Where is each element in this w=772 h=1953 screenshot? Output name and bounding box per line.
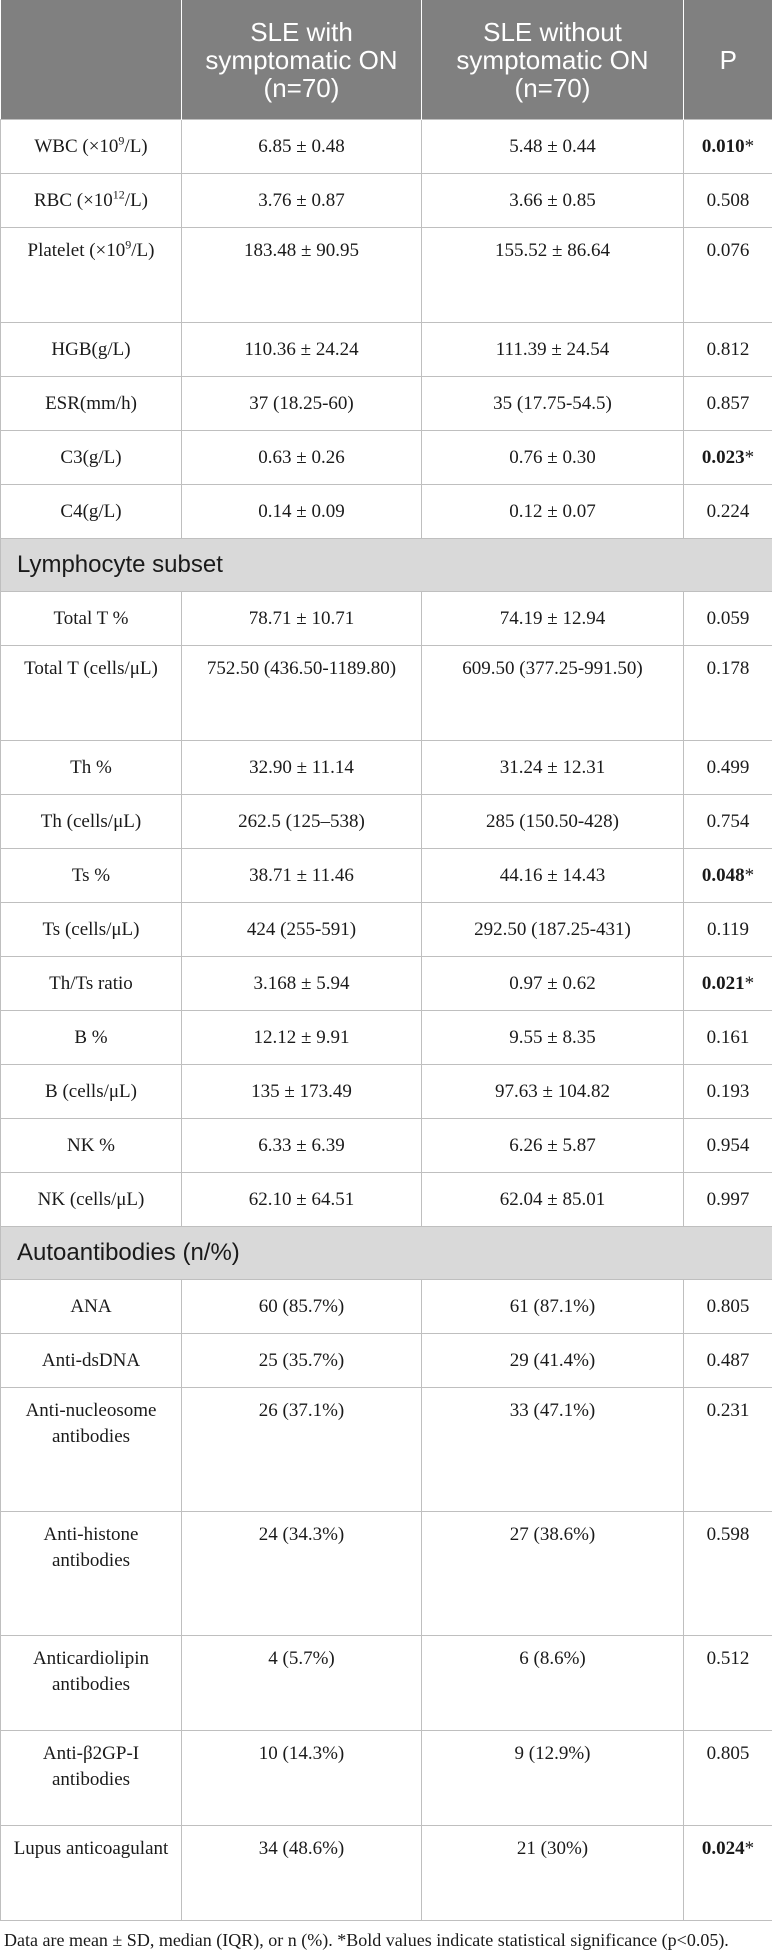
value-without-on: 9 (12.9%): [422, 1731, 684, 1826]
p-value: [684, 1334, 772, 1388]
value-with-on: 10 (14.3%): [182, 1731, 422, 1826]
p-value-number: 0.508: [707, 190, 750, 211]
p-value: [684, 741, 772, 795]
p-value: [684, 903, 772, 957]
value-without-on: 44.16 ± 14.43: [422, 849, 684, 903]
value-with-on: 60 (85.7%): [182, 1280, 422, 1334]
row-label-text: WBC (×10: [34, 136, 118, 157]
section-title: Autoantibodies (n/%): [1, 1227, 772, 1280]
row-label: Total T (cells/μL): [1, 646, 182, 741]
table-row: [1, 1636, 772, 1731]
p-value-number: 0.048: [702, 865, 745, 886]
p-value: [684, 323, 772, 377]
value-without-on: 74.19 ± 12.94: [422, 592, 684, 646]
table-row: [1, 1512, 772, 1636]
value-without-on: 6.26 ± 5.87: [422, 1119, 684, 1173]
value-without-on: 5.48 ± 0.44: [422, 120, 684, 174]
value-without-on: 609.50 (377.25-991.50): [422, 646, 684, 741]
row-label-unit: /L): [124, 136, 147, 157]
row-label: ESR(mm/h): [1, 377, 182, 431]
value-with-on: 34 (48.6%): [182, 1826, 422, 1921]
row-label-unit: /L): [125, 190, 148, 211]
row-label: C3(g/L): [1, 431, 182, 485]
table-row: [1, 1280, 772, 1334]
significance-marker: *: [745, 865, 755, 886]
value-with-on: 6.85 ± 0.48: [182, 120, 422, 174]
table-row: [1, 741, 772, 795]
p-value-number: 0.059: [707, 608, 750, 629]
p-value: [684, 1280, 772, 1334]
value-with-on: 110.36 ± 24.24: [182, 323, 422, 377]
p-value: [684, 646, 772, 741]
header-without-on: SLE without symptomatic ON (n=70): [422, 0, 684, 120]
p-value-number: 0.499: [707, 757, 750, 778]
p-value-number: 0.754: [707, 811, 750, 832]
row-label-text: RBC (×10: [34, 190, 113, 211]
p-value-number: 0.812: [707, 339, 750, 360]
p-value: [684, 1011, 772, 1065]
p-value: [684, 120, 772, 174]
row-label: B %: [1, 1011, 182, 1065]
value-without-on: 6 (8.6%): [422, 1636, 684, 1731]
value-without-on: 111.39 ± 24.54: [422, 323, 684, 377]
p-value-number: 0.119: [707, 919, 749, 940]
value-with-on: 0.63 ± 0.26: [182, 431, 422, 485]
table-row: [1, 1826, 772, 1921]
p-value-number: 0.178: [707, 658, 750, 679]
table-row: [1, 1011, 772, 1065]
row-label: C4(g/L): [1, 485, 182, 539]
value-without-on: 27 (38.6%): [422, 1512, 684, 1636]
row-label: B (cells/μL): [1, 1065, 182, 1119]
value-with-on: 183.48 ± 90.95: [182, 228, 422, 323]
value-without-on: 0.97 ± 0.62: [422, 957, 684, 1011]
value-with-on: 32.90 ± 11.14: [182, 741, 422, 795]
p-value-number: 0.598: [707, 1524, 750, 1545]
value-without-on: 0.76 ± 0.30: [422, 431, 684, 485]
p-value-number: 0.224: [707, 501, 750, 522]
value-with-on: 38.71 ± 11.46: [182, 849, 422, 903]
p-value: [684, 1065, 772, 1119]
value-with-on: 78.71 ± 10.71: [182, 592, 422, 646]
row-label: [1, 228, 182, 323]
value-with-on: 6.33 ± 6.39: [182, 1119, 422, 1173]
p-value-number: 0.231: [707, 1400, 750, 1421]
table-row: [1, 957, 772, 1011]
p-value: [684, 1388, 772, 1512]
p-value-number: 0.193: [707, 1081, 750, 1102]
value-without-on: 285 (150.50-428): [422, 795, 684, 849]
value-without-on: 97.63 ± 104.82: [422, 1065, 684, 1119]
p-value-number: 0.512: [707, 1648, 750, 1669]
table-row: [1, 903, 772, 957]
table-row: [1, 849, 772, 903]
header-with-on: SLE with symptomatic ON (n=70): [182, 0, 422, 120]
value-with-on: 752.50 (436.50-1189.80): [182, 646, 422, 741]
row-label: NK %: [1, 1119, 182, 1173]
value-with-on: 135 ± 173.49: [182, 1065, 422, 1119]
table-row: [1, 1173, 772, 1227]
table-row: [1, 1119, 772, 1173]
p-value: [684, 957, 772, 1011]
p-value: [684, 1512, 772, 1636]
table-row: [1, 592, 772, 646]
row-label-superscript: 12: [113, 187, 125, 201]
value-with-on: 12.12 ± 9.91: [182, 1011, 422, 1065]
value-with-on: 262.5 (125–538): [182, 795, 422, 849]
row-label: Anticardiolipin antibodies: [1, 1636, 182, 1731]
p-value: [684, 1731, 772, 1826]
value-with-on: 424 (255-591): [182, 903, 422, 957]
table-row: [1, 1065, 772, 1119]
footnote: Data are mean ± SD, median (IQR), or n (%). *Bold values indicate statistical significance (p<0.05).: [0, 1921, 772, 1953]
row-label: Anti-histone antibodies: [1, 1512, 182, 1636]
section-row: [1, 1227, 772, 1280]
row-label: Ts (cells/μL): [1, 903, 182, 957]
value-without-on: 155.52 ± 86.64: [422, 228, 684, 323]
p-value-number: 0.021: [702, 973, 745, 994]
value-with-on: 0.14 ± 0.09: [182, 485, 422, 539]
section-title: Lymphocyte subset: [1, 539, 772, 592]
row-label-unit: /L): [131, 240, 154, 261]
header-p-value: P: [684, 0, 772, 120]
significance-marker: *: [745, 447, 755, 468]
row-label-text: Platelet (×10: [28, 240, 126, 261]
table-row: [1, 795, 772, 849]
value-with-on: 26 (37.1%): [182, 1388, 422, 1512]
p-value-number: 0.024: [702, 1838, 745, 1859]
p-value-number: 0.857: [707, 393, 750, 414]
value-without-on: 292.50 (187.25-431): [422, 903, 684, 957]
table-row: [1, 431, 772, 485]
table-row: [1, 377, 772, 431]
row-label-superscript: 9: [125, 238, 131, 252]
value-without-on: 35 (17.75-54.5): [422, 377, 684, 431]
p-value-number: 0.076: [707, 240, 750, 261]
p-value: [684, 592, 772, 646]
p-value: [684, 849, 772, 903]
p-value-number: 0.805: [707, 1296, 750, 1317]
value-without-on: 9.55 ± 8.35: [422, 1011, 684, 1065]
table-row: [1, 1731, 772, 1826]
table-row: [1, 323, 772, 377]
p-value-number: 0.023: [702, 447, 745, 468]
row-label: [1, 120, 182, 174]
value-without-on: 31.24 ± 12.31: [422, 741, 684, 795]
p-value: [684, 174, 772, 228]
p-value: [684, 377, 772, 431]
header-row: [1, 0, 772, 120]
row-label: HGB(g/L): [1, 323, 182, 377]
value-without-on: 3.66 ± 0.85: [422, 174, 684, 228]
value-with-on: 62.10 ± 64.51: [182, 1173, 422, 1227]
p-value: [684, 228, 772, 323]
section-row: [1, 539, 772, 592]
value-with-on: 4 (5.7%): [182, 1636, 422, 1731]
table-row: [1, 120, 772, 174]
value-without-on: 62.04 ± 85.01: [422, 1173, 684, 1227]
table-row: [1, 485, 772, 539]
p-value: [684, 431, 772, 485]
table-body: [1, 120, 772, 1921]
row-label: Anti-dsDNA: [1, 1334, 182, 1388]
table-row: [1, 174, 772, 228]
row-label-superscript: 9: [118, 133, 124, 147]
row-label: [1, 174, 182, 228]
row-label: Total T %: [1, 592, 182, 646]
p-value: [684, 1173, 772, 1227]
p-value-number: 0.997: [707, 1189, 750, 1210]
table-row: [1, 1334, 772, 1388]
p-value-number: 0.805: [707, 1743, 750, 1764]
p-value-number: 0.161: [707, 1027, 750, 1048]
row-label: Th (cells/μL): [1, 795, 182, 849]
value-without-on: 61 (87.1%): [422, 1280, 684, 1334]
value-without-on: 33 (47.1%): [422, 1388, 684, 1512]
significance-marker: *: [745, 1838, 755, 1859]
value-with-on: 37 (18.25-60): [182, 377, 422, 431]
significance-marker: *: [745, 136, 755, 157]
value-without-on: 0.12 ± 0.07: [422, 485, 684, 539]
p-value: [684, 1119, 772, 1173]
value-without-on: 21 (30%): [422, 1826, 684, 1921]
p-value: [684, 1636, 772, 1731]
value-with-on: 3.168 ± 5.94: [182, 957, 422, 1011]
p-value-number: 0.487: [707, 1350, 750, 1371]
p-value-number: 0.010: [702, 136, 745, 157]
p-value: [684, 795, 772, 849]
row-label: Ts %: [1, 849, 182, 903]
row-label: Th/Ts ratio: [1, 957, 182, 1011]
p-value-number: 0.954: [707, 1135, 750, 1156]
value-with-on: 3.76 ± 0.87: [182, 174, 422, 228]
row-label: Anti-nucleosome antibodies: [1, 1388, 182, 1512]
value-with-on: 24 (34.3%): [182, 1512, 422, 1636]
row-label: Anti-β2GP-I antibodies: [1, 1731, 182, 1826]
p-value: [684, 1826, 772, 1921]
row-label: Th %: [1, 741, 182, 795]
table-row: [1, 228, 772, 323]
row-label: Lupus anticoagulant: [1, 1826, 182, 1921]
row-label: NK (cells/μL): [1, 1173, 182, 1227]
value-without-on: 29 (41.4%): [422, 1334, 684, 1388]
row-label: ANA: [1, 1280, 182, 1334]
p-value: [684, 485, 772, 539]
header-variable: [1, 0, 182, 120]
table-row: [1, 646, 772, 741]
significance-marker: *: [745, 973, 755, 994]
value-with-on: 25 (35.7%): [182, 1334, 422, 1388]
table-row: [1, 1388, 772, 1512]
